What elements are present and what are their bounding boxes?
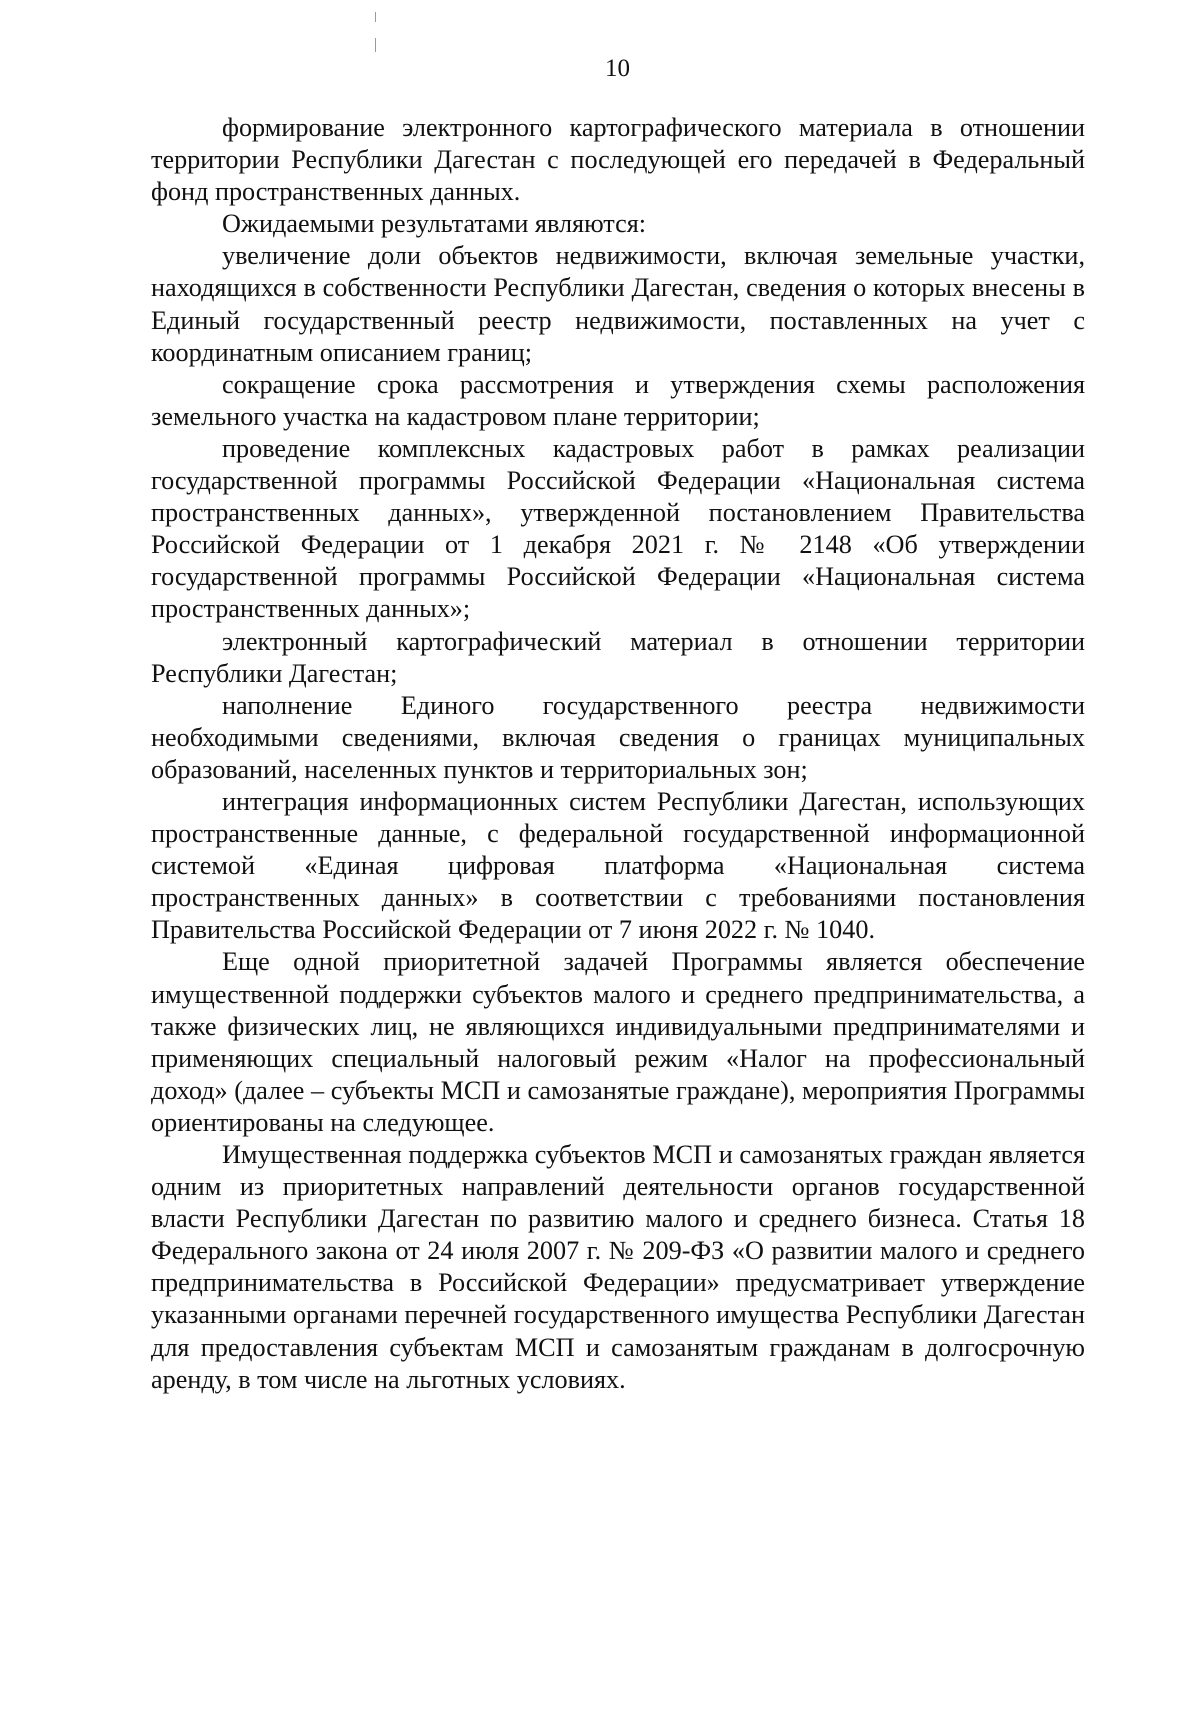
paragraph: проведение комплексных кадастровых работ в рамках реализации государственной программы Российской Федерации «Национальная система пространственных данных», утвержденной постановлением Правительства Российской Федерации от 1 декабря 2021 г. № 2148 «Об утверждении государственной программы Российской Федерации «Национальная система пространственных данных»; bbox=[151, 433, 1085, 624]
page-number: 10 bbox=[605, 55, 630, 82]
paragraph: интеграция информационных систем Республики Дагестан, использующих пространственные данные, с федеральной государственной информационной системой «Единая цифровая платформа «Национальная система пространственных данных» в соответствии с требованиями постановления Правительства Российской Федерации от 7 июня 2022 г. № 1040. bbox=[151, 786, 1085, 945]
paragraph: наполнение Единого государственного реестра недвижимости необходимыми сведениями, включая сведения о границах муниципальных образований, населенных пунктов и территориальных зон; bbox=[151, 690, 1085, 784]
paragraph: Имущественная поддержка субъектов МСП и самозанятых граждан является одним из приоритетных направлений деятельности органов государственной власти Республики Дагестан по развитию малого и среднего бизнеса. Статья 18 Федерального закона от 24 июля 2007 г. № 209-ФЗ «О развитии малого и среднего предпринимательства в Российской Федерации» предусматривает утверждение указанными органами перечней государственного имущества Республики Дагестан для предоставления субъектам МСП и самозанятым гражданам в долгосрочную аренду, в том числе на льготных условиях. bbox=[151, 1140, 1085, 1394]
scan-mark bbox=[375, 38, 376, 52]
paragraph: Еще одной приоритетной задачей Программы является обеспечение имущественной поддержки субъектов малого и среднего предпринимательства, а также физических лиц, не являющихся индивидуальными предпринимателями и применяющих специальный налоговый режим «Налог на профессиональный доход» (далее – субъекты МСП и самозанятые граждане), мероприятия Программы ориентированы на следующее. bbox=[151, 947, 1085, 1137]
paragraph: увеличение доли объектов недвижимости, включая земельные участки, находящихся в собственности Республики Дагестан, сведения о которых внесены в Единый государственный реестр недвижимости, поставленных на учет с координатным описанием границ; bbox=[151, 241, 1085, 367]
paragraph: формирование электронного картографического материала в отношении территории Республики Дагестан с последующей его передачей в Федеральный фонд пространственных данных. bbox=[151, 113, 1085, 207]
paragraph: Ожидаемыми результатами являются: bbox=[222, 209, 647, 239]
document-body bbox=[151, 112, 1085, 1396]
paragraph: сокращение срока рассмотрения и утверждения схемы расположения земельного участка на кадастровом плане территории; bbox=[151, 369, 1085, 431]
scan-mark bbox=[375, 12, 376, 22]
paragraph: электронный картографический материал в отношении территории Республики Дагестан; bbox=[151, 626, 1085, 688]
